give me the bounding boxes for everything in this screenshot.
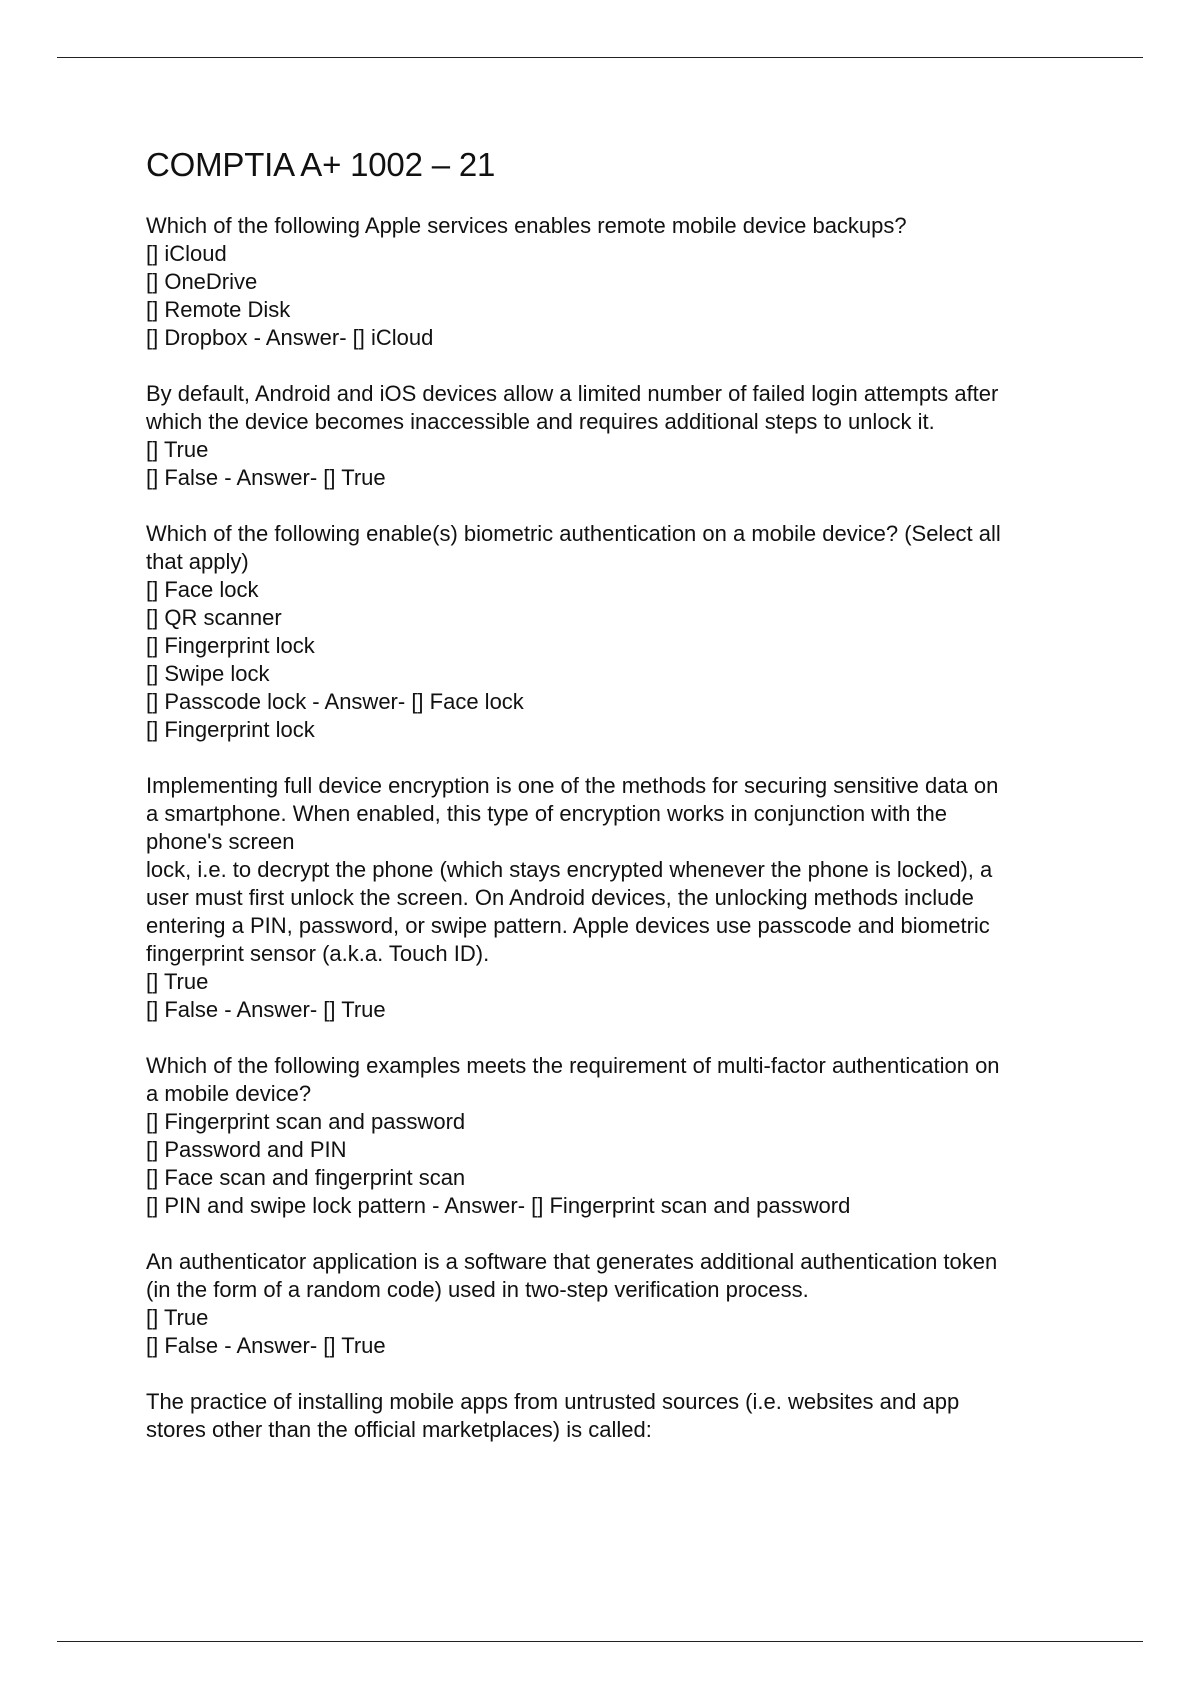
footer-rule (57, 1641, 1143, 1642)
question-block (146, 1052, 1086, 1220)
page-title: COMPTIA A+ 1002 – 21 (146, 146, 496, 183)
text-line: [] Fingerprint lock (146, 717, 315, 742)
text-line: [] False - Answer- [] True (146, 1333, 386, 1358)
text-line: [] OneDrive (146, 269, 258, 294)
text-line: [] QR scanner (146, 605, 282, 630)
text-line: [] True (146, 969, 209, 994)
text-line: a mobile device? (146, 1081, 312, 1106)
question-block (146, 1388, 1086, 1444)
text-line: [] Face scan and fingerprint scan (146, 1165, 466, 1190)
text-line: [] Fingerprint scan and password (146, 1109, 466, 1134)
document-body (146, 145, 1086, 1472)
text-line: Implementing full device encryption is one of the methods for securing sensitive data on (146, 773, 999, 798)
text-line: user must first unlock the screen. On Android devices, the unlocking methods include (146, 885, 974, 910)
text-line: Which of the following enable(s) biometric authentication on a mobile device? (Select all (146, 521, 1001, 546)
text-line: [] True (146, 437, 209, 462)
question-block (146, 380, 1086, 492)
header-rule (57, 57, 1143, 58)
text-line: Which of the following Apple services enables remote mobile device backups? (146, 213, 907, 238)
text-line: [] Swipe lock (146, 661, 270, 686)
text-line: Which of the following examples meets the requirement of multi-factor authentication on (146, 1053, 1000, 1078)
text-line: entering a PIN, password, or swipe pattern. Apple devices use passcode and biometric (146, 913, 990, 938)
text-line: [] Face lock (146, 577, 259, 602)
text-line: phone's screen (146, 829, 295, 854)
text-line: [] Password and PIN (146, 1137, 347, 1162)
text-line: [] False - Answer- [] True (146, 465, 386, 490)
text-line: [] False - Answer- [] True (146, 997, 386, 1022)
text-line: [] Dropbox - Answer- [] iCloud (146, 325, 434, 350)
text-line: a smartphone. When enabled, this type of encryption works in conjunction with the (146, 801, 948, 826)
text-line: [] Remote Disk (146, 297, 291, 322)
text-line: that apply) (146, 549, 249, 574)
question-block (146, 212, 1086, 352)
text-line: stores other than the official marketplaces) is called: (146, 1417, 652, 1442)
text-line: [] iCloud (146, 241, 227, 266)
text-line: which the device becomes inaccessible and requires additional steps to unlock it. (146, 409, 935, 434)
text-line: By default, Android and iOS devices allow a limited number of failed login attempts after (146, 381, 999, 406)
text-line: [] Fingerprint lock (146, 633, 315, 658)
text-line: [] PIN and swipe lock pattern - Answer- [] Fingerprint scan and password (146, 1193, 851, 1218)
text-line: The practice of installing mobile apps from untrusted sources (i.e. websites and app (146, 1389, 960, 1414)
text-line: (in the form of a random code) used in two-step verification process. (146, 1277, 809, 1302)
text-line: lock, i.e. to decrypt the phone (which stays encrypted whenever the phone is locked), a (146, 857, 993, 882)
text-line: fingerprint sensor (a.k.a. Touch ID). (146, 941, 490, 966)
question-block (146, 1248, 1086, 1360)
question-block (146, 772, 1086, 1024)
text-line: [] Passcode lock - Answer- [] Face lock (146, 689, 524, 714)
question-block (146, 520, 1086, 744)
text-line: An authenticator application is a software that generates additional authentication token (146, 1249, 998, 1274)
text-line: [] True (146, 1305, 209, 1330)
